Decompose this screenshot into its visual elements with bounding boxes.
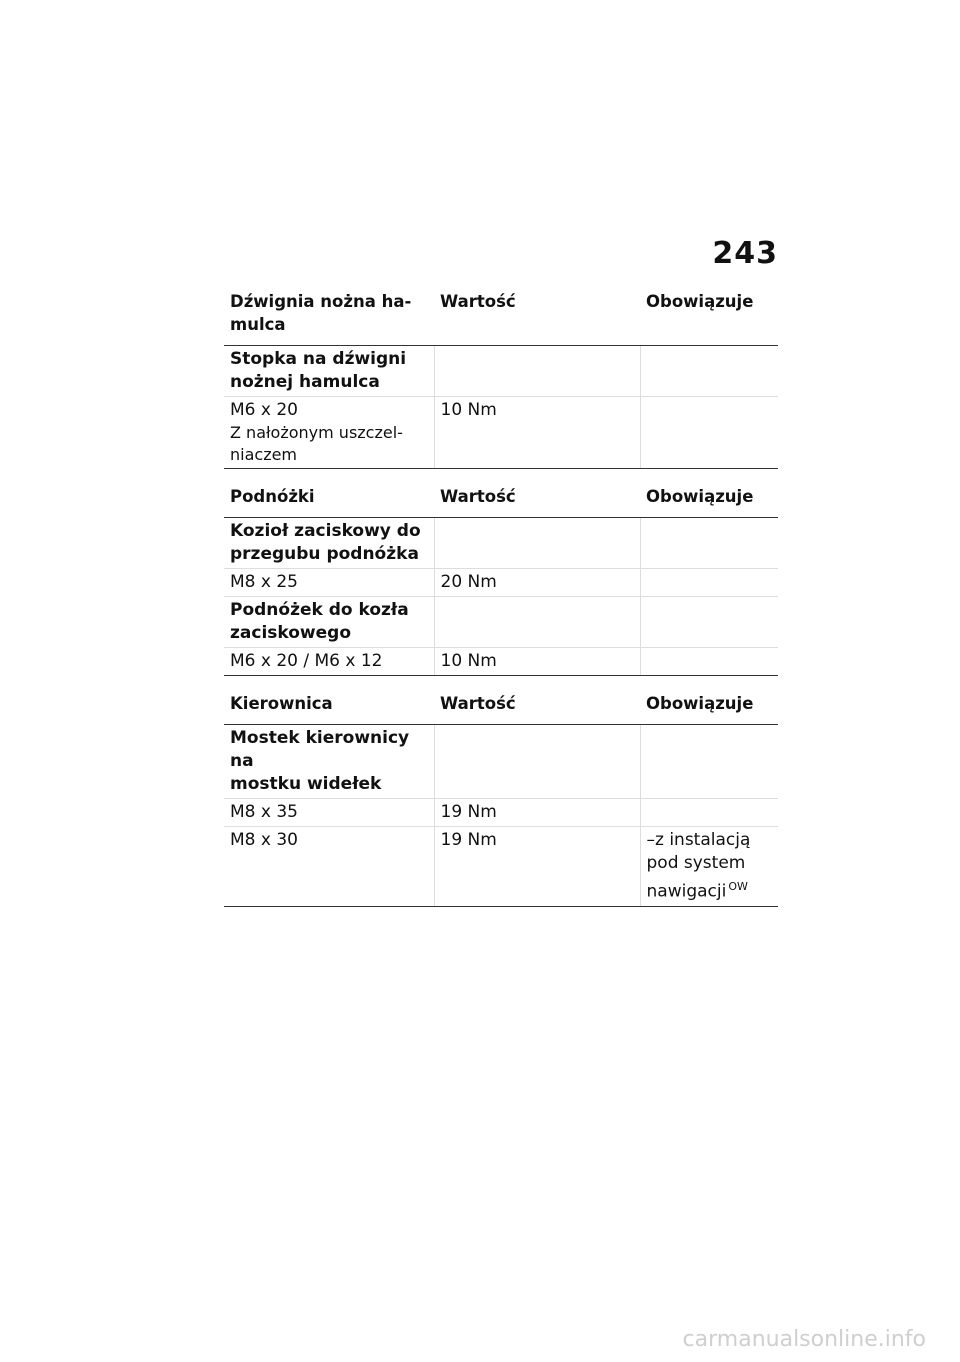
fastener-cell [224, 397, 434, 469]
table-brake-pedal [224, 290, 778, 469]
empty-cell [640, 725, 778, 799]
table-row [224, 648, 778, 676]
table-header-row [224, 485, 778, 518]
ow-superscript: OW [728, 880, 748, 893]
table-footrests [224, 485, 778, 676]
fastener-note: Z nałożonym uszczel- niaczem [230, 423, 403, 464]
fastener-label: M8 x 25 [224, 569, 434, 597]
empty-cell [434, 597, 640, 648]
empty-cell [434, 518, 640, 569]
subheading-cell: Stopka na dźwigni nożnej hamulca [224, 346, 434, 397]
empty-cell [640, 518, 778, 569]
empty-cell [640, 346, 778, 397]
torque-value: 10 Nm [434, 397, 640, 469]
torque-value: 19 Nm [434, 799, 640, 827]
torque-value: 19 Nm [434, 827, 640, 907]
table-row [224, 397, 778, 469]
torque-value: 20 Nm [434, 569, 640, 597]
applies-cell [640, 397, 778, 469]
table-row [224, 799, 778, 827]
fastener-label: M6 x 20 / M6 x 12 [224, 648, 434, 676]
torque-spec-content [224, 290, 778, 919]
torque-value: 10 Nm [434, 648, 640, 676]
table-header-row [224, 692, 778, 725]
table-subheading-row [224, 725, 778, 799]
empty-cell [640, 597, 778, 648]
subheading-cell: Kozioł zaciskowy do przegubu podnóżka [224, 518, 434, 569]
applies-cell [640, 648, 778, 676]
subheading-cell: Mostek kierownicy na mostku widełek [224, 725, 434, 799]
table-subheading-row [224, 346, 778, 397]
column-header-applies: Obowiązuje [640, 485, 778, 518]
table-subheading-row [224, 518, 778, 569]
watermark: carmanualsonline.info [682, 1327, 926, 1352]
column-header-component: Dźwignia nożna ha- mulca [224, 290, 434, 346]
table-handlebar [224, 692, 778, 907]
fastener-label: M8 x 30 [224, 827, 434, 907]
column-header-applies: Obowiązuje [640, 692, 778, 725]
empty-cell [434, 346, 640, 397]
subheading-cell: Podnóżek do kozła zaciskowego [224, 597, 434, 648]
column-header-component: Kierownica [224, 692, 434, 725]
fastener-label: M6 x 20 [230, 400, 298, 420]
table-row [224, 569, 778, 597]
page-number: 243 [712, 236, 778, 271]
applies-condition: –z instalacją pod system nawigacji [646, 830, 751, 902]
applies-cell [640, 799, 778, 827]
applies-cell [640, 827, 778, 907]
applies-cell [640, 569, 778, 597]
table-header-row [224, 290, 778, 346]
table-row [224, 827, 778, 907]
column-header-value: Wartość [434, 485, 640, 518]
column-header-value: Wartość [434, 692, 640, 725]
table-subheading-row [224, 597, 778, 648]
fastener-label: M8 x 35 [224, 799, 434, 827]
column-header-component: Podnóżki [224, 485, 434, 518]
empty-cell [434, 725, 640, 799]
column-header-value: Wartość [434, 290, 640, 346]
column-header-applies: Obowiązuje [640, 290, 778, 346]
